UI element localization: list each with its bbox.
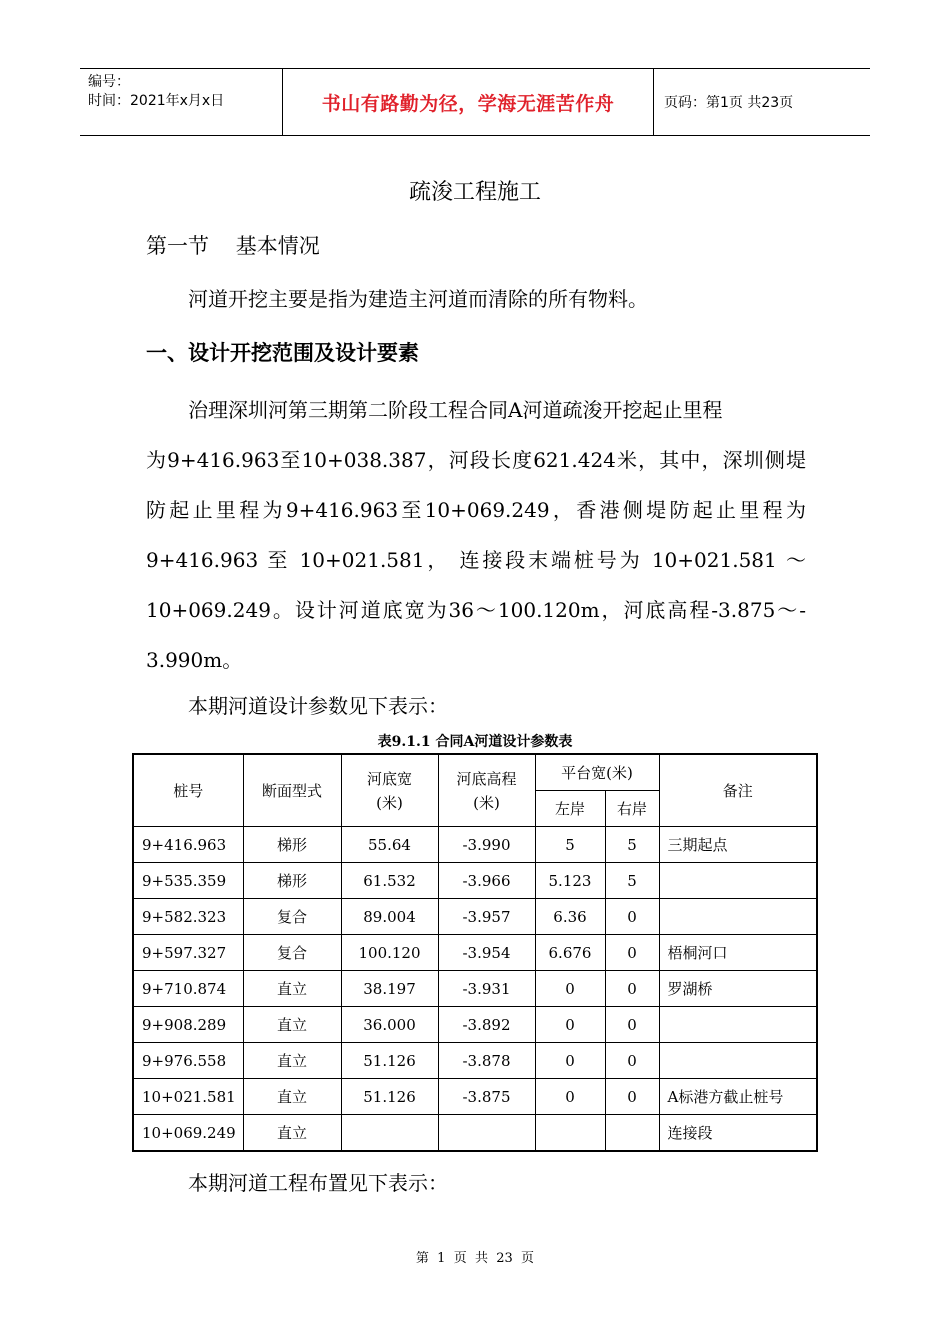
cell-left-bank: 0 [535, 1079, 605, 1115]
cell-bed-width: 61.532 [341, 863, 438, 899]
cell-bed-elev: -3.878 [438, 1043, 535, 1079]
cell-bed-width: 100.120 [341, 935, 438, 971]
table-row [133, 863, 817, 899]
cell-left-bank: 0 [535, 971, 605, 1007]
header-bed-elev-unit: (米) [473, 793, 500, 812]
cell-note [659, 1007, 817, 1043]
cell-section-type: 直立 [243, 1007, 341, 1043]
cell-section-type: 直立 [243, 1115, 341, 1152]
header-bed-width [341, 754, 438, 827]
table-row [133, 899, 817, 935]
cell-section-type: 直立 [243, 1079, 341, 1115]
table-row [133, 1079, 817, 1115]
page-header [80, 68, 870, 136]
cell-note [659, 863, 817, 899]
cell-bed-elev: -3.966 [438, 863, 535, 899]
cell-station: 9+582.323 [133, 899, 243, 935]
cell-bed-width: 51.126 [341, 1043, 438, 1079]
cell-section-type: 梯形 [243, 863, 341, 899]
cell-right-bank: 0 [605, 971, 659, 1007]
cell-station: 9+908.289 [133, 1007, 243, 1043]
cell-left-bank: 0 [535, 1007, 605, 1043]
cell-section-type: 复合 [243, 899, 341, 935]
cell-right-bank: 0 [605, 899, 659, 935]
cell-right-bank: 5 [605, 827, 659, 863]
closing-paragraph: 本期河道工程布置见下表示： [188, 1171, 448, 1195]
cell-station: 9+535.359 [133, 863, 243, 899]
table-caption: 表9.1.1 合同A河道设计参数表 [377, 734, 573, 750]
table-intro: 本期河道设计参数见下表示： [188, 694, 448, 718]
time-label: 时间：2021年x月x日 [88, 93, 225, 109]
body-paragraph [146, 385, 806, 685]
cell-bed-width: 51.126 [341, 1079, 438, 1115]
cell-section-type: 梯形 [243, 827, 341, 863]
header-bed-width-label: 河底宽 [366, 769, 412, 788]
header-left-bank: 左岸 [535, 791, 605, 827]
cell-bed-width: 55.64 [341, 827, 438, 863]
design-parameter-table [132, 753, 818, 1152]
body-line: 9+416.963 至 10+021.581， 连接段末端桩号为 10+021.581 ～ [146, 548, 806, 572]
cell-left-bank: 6.676 [535, 935, 605, 971]
cell-bed-elev [438, 1115, 535, 1152]
table-row [133, 971, 817, 1007]
cell-note: 罗湖桥 [659, 971, 817, 1007]
cell-right-bank [605, 1115, 659, 1152]
cell-right-bank: 0 [605, 935, 659, 971]
body-line: 10+069.249。设计河道底宽为36～100.120m，河底高程-3.875～- [146, 598, 806, 622]
header-section-type: 断面型式 [243, 754, 341, 827]
cell-station: 10+021.581 [133, 1079, 243, 1115]
cell-section-type: 复合 [243, 935, 341, 971]
cell-right-bank: 5 [605, 863, 659, 899]
body-line: 治理深圳河第三期第二阶段工程合同A河道疏浚开挖起止里程 [188, 398, 723, 422]
cell-bed-elev: -3.957 [438, 899, 535, 935]
header-meta [80, 69, 282, 135]
table-row [133, 827, 817, 863]
page-footer: 第 1 页 共 23 页 [415, 1251, 535, 1266]
header-station: 桩号 [133, 754, 243, 827]
cell-bed-elev: -3.875 [438, 1079, 535, 1115]
header-bed-elev-label: 河底高程 [456, 769, 517, 788]
cell-right-bank: 0 [605, 1079, 659, 1115]
cell-left-bank: 0 [535, 1043, 605, 1079]
cell-note [659, 899, 817, 935]
table-row [133, 1007, 817, 1043]
table-header-row [133, 754, 817, 791]
header-bed-width-unit: (米) [376, 793, 403, 812]
header-platform: 平台宽(米) [535, 754, 659, 791]
cell-station: 9+416.963 [133, 827, 243, 863]
cell-station: 9+976.558 [133, 1043, 243, 1079]
table-row [133, 1115, 817, 1152]
cell-left-bank [535, 1115, 605, 1152]
cell-note: 梧桐河口 [659, 935, 817, 971]
header-note: 备注 [659, 754, 817, 827]
cell-section-type: 直立 [243, 1043, 341, 1079]
table-row [133, 1043, 817, 1079]
cell-bed-width [341, 1115, 438, 1152]
cell-right-bank: 0 [605, 1043, 659, 1079]
cell-bed-elev: -3.892 [438, 1007, 535, 1043]
cell-bed-elev: -3.990 [438, 827, 535, 863]
cell-left-bank: 5.123 [535, 863, 605, 899]
number-label: 编号： [88, 74, 130, 90]
body-line: 防起止里程为9+416.963至10+069.249，香港侧堤防起止里程为 [146, 498, 806, 522]
cell-right-bank: 0 [605, 1007, 659, 1043]
cell-bed-width: 38.197 [341, 971, 438, 1007]
table-row [133, 935, 817, 971]
header-bed-elev [438, 754, 535, 827]
cell-bed-elev: -3.931 [438, 971, 535, 1007]
header-page-info: 页码：第1页 共23页 [664, 95, 794, 111]
header-motto: 书山有路勤为径，学海无涯苦作舟 [282, 69, 654, 135]
header-right-bank: 右岸 [605, 791, 659, 827]
cell-station: 9+710.874 [133, 971, 243, 1007]
cell-bed-width: 89.004 [341, 899, 438, 935]
cell-note [659, 1043, 817, 1079]
cell-station: 10+069.249 [133, 1115, 243, 1152]
document-title: 疏浚工程施工 [408, 180, 541, 205]
section-heading-2: 一、设计开挖范围及设计要素 [146, 341, 419, 365]
table-body [133, 827, 817, 1152]
cell-note: 连接段 [659, 1115, 817, 1152]
body-line: 3.990m。 [146, 648, 243, 672]
intro-paragraph: 河道开挖主要是指为建造主河道而清除的所有物料。 [188, 287, 648, 311]
cell-bed-width: 36.000 [341, 1007, 438, 1043]
cell-note: A标港方截止桩号 [659, 1079, 817, 1115]
cell-note: 三期起点 [659, 827, 817, 863]
body-line: 为9+416.963至10+038.387，河段长度621.424米，其中，深圳侧堤 [146, 448, 806, 472]
cell-station: 9+597.327 [133, 935, 243, 971]
cell-left-bank: 5 [535, 827, 605, 863]
section-heading-1: 第一节 基本情况 [146, 234, 320, 258]
cell-left-bank: 6.36 [535, 899, 605, 935]
cell-bed-elev: -3.954 [438, 935, 535, 971]
cell-section-type: 直立 [243, 971, 341, 1007]
